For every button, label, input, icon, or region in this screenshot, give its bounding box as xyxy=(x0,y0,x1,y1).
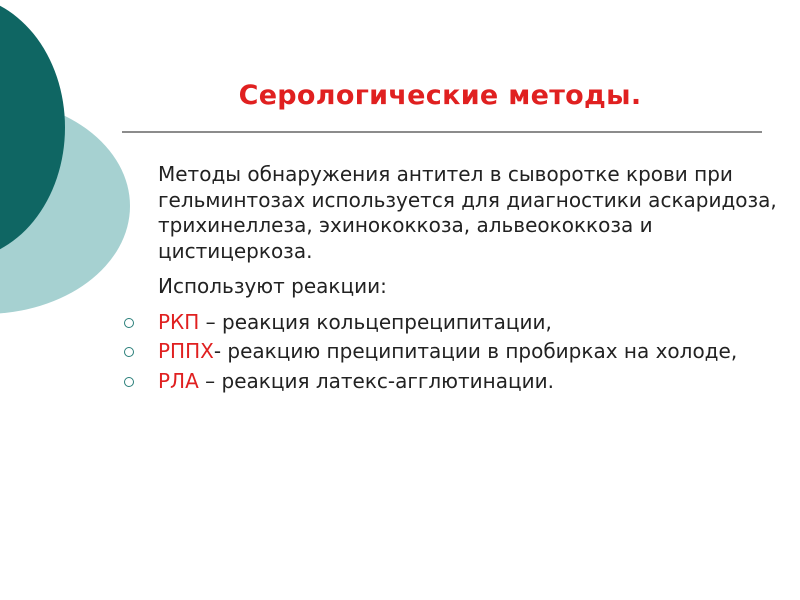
title-divider xyxy=(122,131,762,133)
hollow-circle-bullet-icon xyxy=(124,347,134,357)
reaction-abbr: РЛА xyxy=(158,368,199,393)
reaction-abbr: РППХ xyxy=(158,339,214,363)
reaction-description: – реакция латекс-агглютинации. xyxy=(198,368,554,393)
list-item xyxy=(120,310,780,336)
intro-paragraph: Методы обнаружения антител в сыворотке крови при гельминтозах используется для диагностики аскаридоза, трихинеллеза, эхинококкоза, альвеококкоза и цистицеркоза. xyxy=(158,162,777,263)
hollow-circle-bullet-icon xyxy=(124,377,134,387)
reaction-abbr: РКП xyxy=(158,309,200,334)
reaction-list xyxy=(120,310,780,395)
slide-title: Серологические методы. xyxy=(238,80,642,111)
list-item xyxy=(120,339,780,365)
reaction-description: – реакция кольцепреципитации, xyxy=(199,309,552,334)
list-item xyxy=(120,369,780,395)
hollow-circle-bullet-icon xyxy=(124,318,134,328)
slide-body xyxy=(120,162,780,398)
reaction-description: - реакцию преципитации в пробирках на холоде, xyxy=(213,339,738,363)
reactions-lead: Используют реакции: xyxy=(158,274,387,298)
